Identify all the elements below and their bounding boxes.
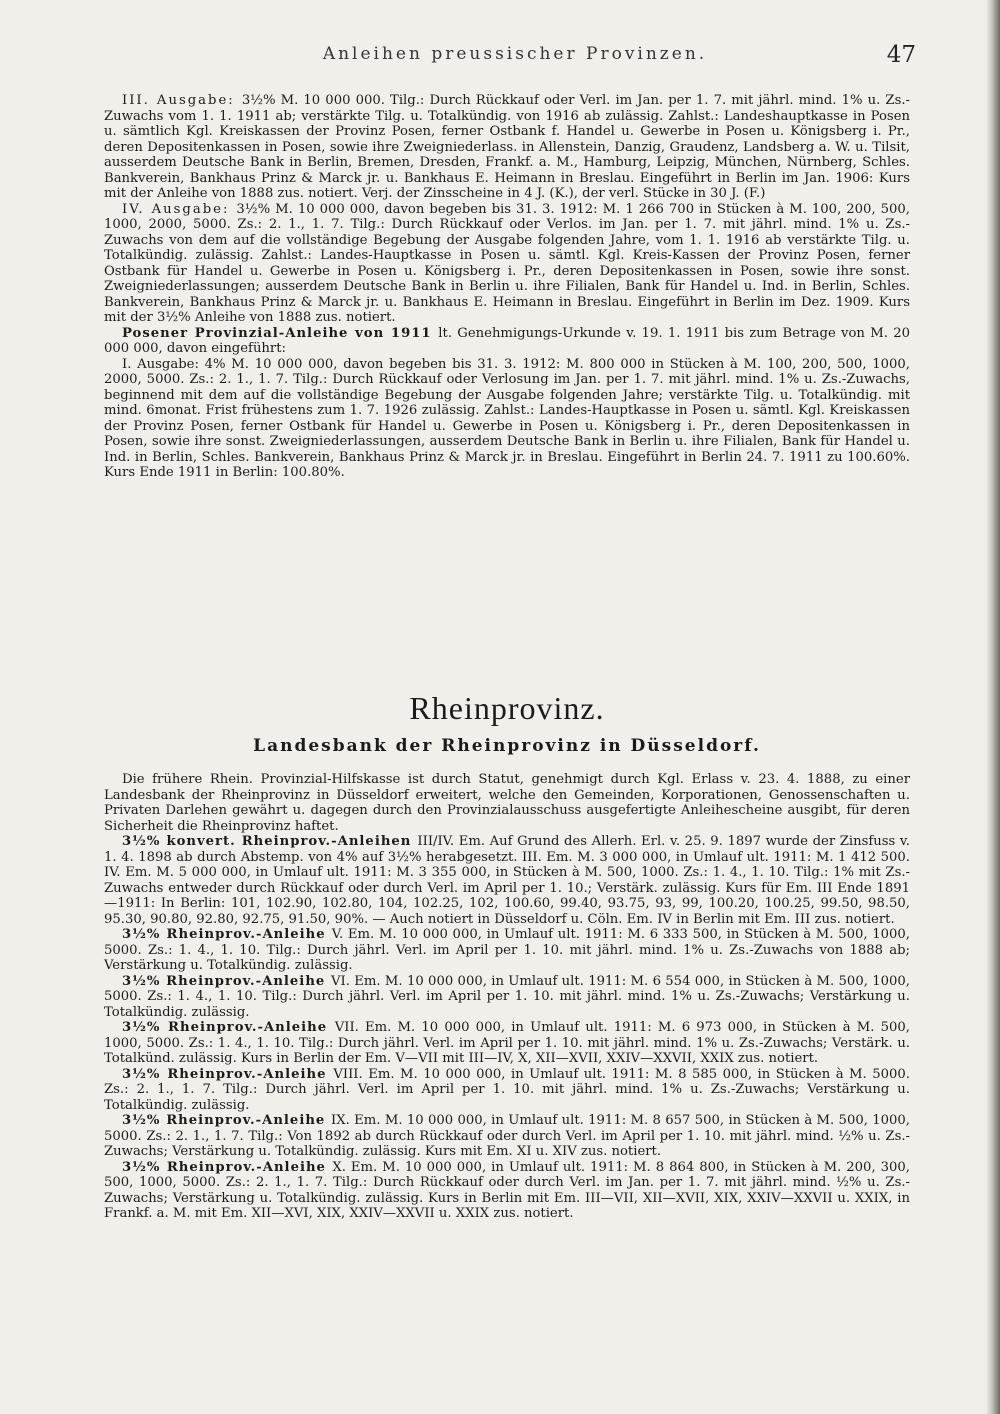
paragraph-text: X. Em. M. 10 000 000, in Umlauf ult. 1911: M. 8 864 800, in Stücken à M. 200, 300, 500, 1000, 5000. Zs.: 2. 1., 1. 7. Tilg.: Durch Rückkauf oder durch Verl. im Jan. per 1. 7. mit jährl. mind. ½% u. Zs.-Zuwachs; Verstärkung u. Totalkündig. zulässig. Kurs in Berlin mit Em. III—VII, XII—XVII, XIX, XXIV—XXVII u. XXIX, in Frankf. a. M. mit Em. XII—XVI, XIX, XXIV—XXVII u. XXIX zus. notiert. bbox=[104, 1159, 910, 1221]
paragraph-text: V. Em. M. 10 000 000, in Umlauf ult. 1911: M. 6 333 500, in Stücken à M. 500, 1000, 5000. Zs.: 1. 4., 1. 10. Tilg.: Durch jährl. Verl. im April per 1. 10. mit jährl. mind. 1% u. Zs.-Zuwachs von 1888 ab; Verstärkung u. Totalkündig. zulässig. bbox=[104, 927, 910, 973]
posen-loans-block bbox=[104, 93, 910, 481]
page-edge-shadow bbox=[986, 0, 1000, 1414]
paragraph-text: VII. Em. M. 10 000 000, in Umlauf ult. 1911: M. 6 973 000, in Stücken à M. 500, 1000, 5000. Zs.: 1. 4., 1. 10. Tilg.: Durch jährl. Verl. im April per 1. 10. mit jährl. mind. 1% u. Zs.-Zuwachs; Verstärk. u. Totalkünd. zulässig. Kurs in Berlin der Em. V—VII mit III—IV, X, XII—XVII, XXIV—XXVII, XXIX zus. notiert. bbox=[104, 1020, 910, 1066]
paragraph-lead: III. Ausgabe: bbox=[122, 93, 242, 108]
paragraph-lead: 3½% Rheinprov.-Anleihe bbox=[122, 973, 332, 989]
paragraph bbox=[104, 772, 910, 834]
paragraph-lead: 3½% Rheinprov.-Anleihe bbox=[122, 927, 332, 942]
page-header bbox=[110, 40, 920, 80]
rheinprovinz-loans-block bbox=[104, 772, 910, 1222]
paragraph bbox=[104, 93, 910, 202]
paragraph bbox=[104, 834, 910, 927]
paragraph-text: Die frühere Rhein. Provinzial-Hilfskasse ist durch Statut, genehmigt durch Kgl. Erlass v. 23. 4. 1888, zu einer Landesbank der Rheinprovinz in Düsseldorf erweitert, welche den Gemeinden, Korporationen, Genossenschaften u. Privaten Darlehen gewährt u. dagegen durch den Provinzialausschuss ausgefertigte Anleihescheine ausgibt, für deren Sicherheit die Rheinprovinz haftet. bbox=[104, 772, 910, 834]
paragraph-text: lt. Genehmigungs-Urkunde v. 19. 1. 1911 bis zum Betrage von M. 20 000 000, davon eingeführt: bbox=[104, 325, 910, 356]
paragraph bbox=[104, 1160, 910, 1222]
paragraph-lead: Posener Provinzial-Anleihe von 1911 bbox=[122, 325, 439, 341]
paragraph-text: I. Ausgabe: 4% M. 10 000 000, davon begeben bis 31. 3. 1912: M. 800 000 in Stücken à M. 100, 200, 500, 1000, 2000, 5000. Zs.: 2. 1., 1. 7. Tilg.: Durch Rückkauf oder Verlosung im Jan. per 1. 7. mit jährl. mind. 1% u. Zs.-Zuwachs, beginnend mit dem auf die vollständige Begebung der Ausgabe folgenden Jahre; verstärkte Tilg. u. Totalkündig. mit mind. 6monat. Frist frühestens zum 1. 7. 1926 zulässig. Zahlst.: Landes-Hauptkasse in Posen u. sämtl. Kgl. Kreiskassen der Provinz Posen, ferner Ostbank für Handel u. Gewerbe in Posen u. Königsberg i. Pr., deren Depositenkassen in Posen, sowie ihre sonst. Zweigniederlassungen, ausserdem Deutsche Bank in Berlin u. ihre Filialen, Bank für Handel u. Ind. in Berlin, Schles. Bankverein, Bankhaus Prinz & Marck jr. in Breslau. Eingeführt in Berlin 24. 7. 1911 zu 100.60%. Kurs Ende 1911 in Berlin: 100.80%. bbox=[104, 356, 910, 480]
running-head: Anleihen preussischer Provinzen. bbox=[322, 44, 708, 64]
section-title: Rheinprovinz. bbox=[409, 690, 605, 726]
paragraph-text: VI. Em. M. 10 000 000, in Umlauf ult. 1911: M. 6 554 000, in Stücken à M. 500, 1000, 5000. Zs.: 1. 4., 1. 10. Tilg.: Durch jährl. Verl. im April per 1. 10. mit jährl. mind. 1% u. Zs.-Zuwachs; Verstärkung u. Totalkündig. zulässig. bbox=[104, 973, 910, 1020]
paragraph-text: VIII. Em. M. 10 000 000, in Umlauf ult. 1911: M. 8 585 000, in Stücken à M. 5000. Zs.: 2. 1., 1. 7. Tilg.: Durch jährl. Verl. im April per 1. 10. mit jährl. mind. 1% u. Zs.-Zuwachs; Verstärkung u. Totalkündig. zulässig. bbox=[104, 1066, 910, 1113]
paragraph-lead: 3½% konvert. Rheinprov.-Anleihen bbox=[122, 834, 418, 849]
paragraph-text: III/IV. Em. Auf Grund des Allerh. Erl. v. 25. 9. 1897 wurde der Zinsfuss v. 1. 4. 1898 ab durch Abstemp. von 4% auf 3½% herabgesetzt. III. Em. M. 3 000 000, in Umlauf ult. 1911: M. 1 412 500. IV. Em. M. 5 000 000, in Umlauf ult. 1911: M. 3 355 000, in Stücken à M. 500, 1000. Zs.: 1. 4., 1. 10. Tilg.: 1% mit Zs.-Zuwachs entweder durch Rückkauf oder durch Verl. im April per 1. 10.; Verstärk. zulässig. Kurs für Em. III Ende 1891—1911: In Berlin: 101, 102.90, 102.80, 104, 102.25, 102, 100.60, 99.40, 93.75, 93, 99, 100.20, 100.25, 99.50, 98.50, 95.30, 90.80, 92.80, 92.75, 91.50, 90%. — Auch notiert in Düsseldorf u. Cöln. Em. IV in Berlin mit Em. III zus. notiert. bbox=[104, 834, 910, 927]
paragraph-lead: IV. Ausgabe: bbox=[122, 201, 237, 217]
paragraph bbox=[104, 927, 910, 974]
paragraph-lead: 3½% Rheinprov.-Anleihe bbox=[122, 1066, 334, 1082]
paragraph-lead: 3½% Rheinprov.-Anleihe bbox=[122, 1113, 332, 1128]
paragraph bbox=[104, 1113, 910, 1160]
paragraph bbox=[104, 974, 910, 1021]
page-number: 47 bbox=[886, 42, 916, 68]
paragraph-lead: 3½% Rheinprov.-Anleihe bbox=[122, 1020, 335, 1035]
paragraph-text: 3½% M. 10 000 000. Tilg.: Durch Rückkauf oder Verl. im Jan. per 1. 7. mit jährl. mind. 1% u. Zs.-Zuwachs vom 1. 1. 1911 ab; verstärkte Tilg. u. Totalkündig. von 1916 ab zulässig. Zahlst.: Landeshauptkasse in Posen u. sämtlich Kgl. Kreiskassen der Provinz Posen, ferner Ostbank f. Handel u. Gewerbe in Posen u. Königsberg i. Pr., deren Depositenkassen in Posen, sowie ihre Zweigniederlass. in Allenstein, Danzig, Graudenz, Landsberg a. W. u. Tilsit, ausserdem Deutsche Bank in Berlin, Bremen, Dresden, Frankf. a. M., Hamburg, Leipzig, München, Nürnberg, Schles. Bankverein, Bankhaus Prinz & Marck jr. u. Bankhaus E. Heimann in Breslau. Eingeführt in Berlin im Jan. 1906: Kurs mit der Anleihe von 1888 zus. notiert. Verj. der Zinsscheine in 4 J. (K.), der verl. Stücke in 30 J. (F.) bbox=[104, 93, 910, 201]
paragraph bbox=[104, 1020, 910, 1067]
paragraph-text: 3½% M. 10 000 000, davon begeben bis 31. 3. 1912: M. 1 266 700 in Stücken à M. 100, 200, 500, 1000, 2000, 5000. Zs.: 2. 1., 1. 7. Tilg.: Durch Rückkauf oder Verlos. im Jan. per 1. 7. mit jährl. mind. 1% u. Zs.-Zuwachs von dem auf die vollständige Begebung der Ausgabe folgenden Jahre, vom 1. 1. 1916 ab verstärkte Tilg. u. Totalkündig. zulässig. Zahlst.: Landes-Hauptkasse in Posen u. sämtl. Kgl. Kreis-Kassen der Provinz Posen, ferner Ostbank für Handel u. Gewerbe in Posen u. Königsberg i. Pr., deren Depositenkassen in Posen, sowie ihre sonst. Zweigniederlassungen; ausserdem Deutsche Bank in Berlin u. ihre Filialen, Bank für Handel u. Ind. in Berlin, Schles. Bankverein, Bankhaus Prinz & Marck jr. u. Bankhaus E. Heimann in Breslau. Eingeführt in Berlin im Dez. 1909. Kurs mit der 3½% Anleihe von 1888 zus. notiert. bbox=[104, 201, 911, 325]
paragraph-text: IX. Em. M. 10 000 000, in Umlauf ult. 1911: M. 8 657 500, in Stücken à M. 500, 1000, 5000. Zs.: 2. 1., 1. 7. Tilg.: Von 1892 ab durch Rückkauf oder durch Verl. im April per 1. 10. mit jährl. mind. ½% u. Zs.-Zuwachs; Verstärkung u. Totalkündig. zulässig. Kurs mit Em. XI u. XIV zus. notiert. bbox=[104, 1113, 910, 1159]
paragraph-lead: 3½% Rheinprov.-Anleihe bbox=[122, 1159, 333, 1175]
section-subtitle: Landesbank der Rheinprovinz in Düsseldorf. bbox=[253, 736, 761, 756]
paragraph bbox=[104, 326, 910, 357]
paragraph bbox=[104, 357, 910, 481]
paragraph bbox=[104, 202, 910, 326]
paragraph bbox=[104, 1067, 910, 1114]
